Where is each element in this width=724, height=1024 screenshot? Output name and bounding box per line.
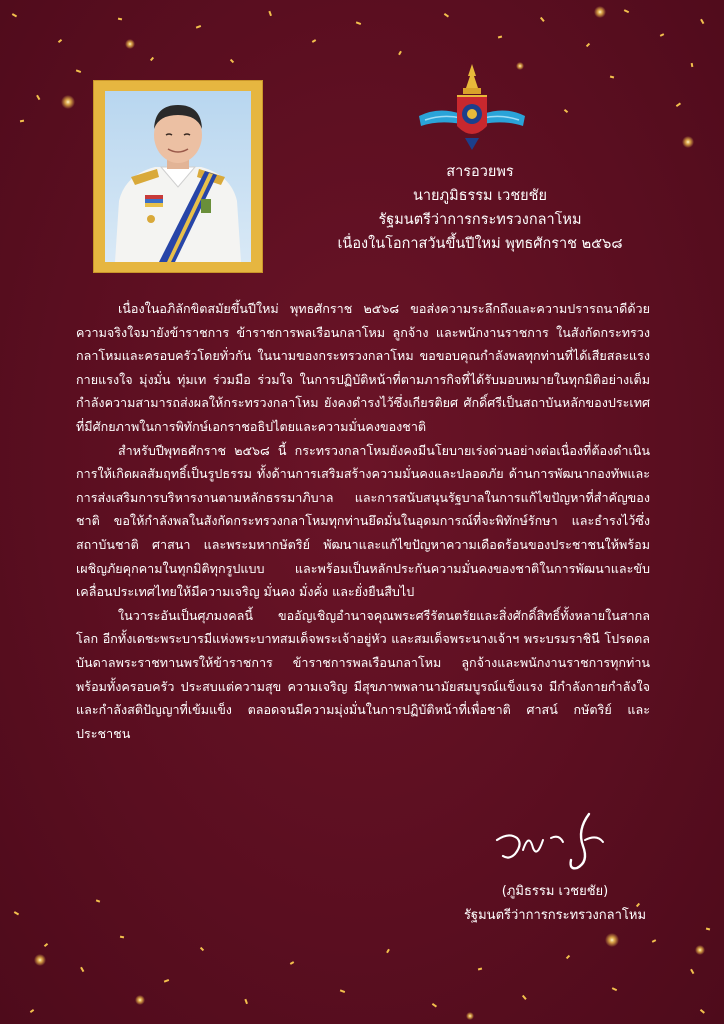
body-paragraph-1: เนื่องในอภิลักขิตสมัยขึ้นปีใหม่ พุทธศักราช ๒๕๖๘ ขอส่งความระลึกถึงและความปรารถนาดีด้วยความจริงใจมายังข้าราชการ ข้าราชการพลเรือนกลาโหม ลูกจ้าง และพนักงานราชการ ในสังกัดกระทรวงกลาโหมและครอบครัวโดยทั่วกัน ในนามของกระทรวงกลาโหม ขอขอบคุณกำลังพลทุกท่านที่ได้เสียสละแรงกายแรงใจ มุ่งมั่น ทุ่มเท ร่วมมือ ร่วมใจ ในการปฏิบัติหน้าที่ตามภารกิจที่ได้รับมอบหมายในทุกมิติอย่างเต็มกำลังความสามารถส่งผลให้กระทรวงกลาโหม ยังคงดำรงไว้ซึ่งเกียรติยศ ศักดิ์ศรีเป็นสถาบันหลักของประเทศที่มีศักยภาพในการพิทักษ์เอกราชอธิปไตยและความมั่นคงของชาติ [76, 301, 650, 434]
header-position: รัฐมนตรีว่าการกระทรวงกลาโหม [378, 212, 582, 228]
header-occasion: เนื่องในโอกาสวันขึ้นปีใหม่ พุทธศักราช ๒๕๖๘ [337, 236, 623, 252]
handwritten-signature-icon [493, 810, 613, 872]
greeting-header [290, 160, 670, 256]
signatory-name: (ภูมิธรรม เวชยชัย) [501, 884, 609, 899]
header-name: นายภูมิธรรม เวชยชัย [412, 188, 548, 204]
body-paragraph-3: ในวาระอันเป็นศุภมงคลนี้ ขออัญเชิญอำนาจคุณพระศรีรัตนตรัยและสิ่งศักดิ์สิทธิ์ทั้งหลายในสากลโลก อีกทั้งเดชะพระบารมีแห่งพระบาทสมเด็จพระเจ้าอยู่หัว และสมเด็จพระนางเจ้าฯ พระบรมราชินี โปรดดลบันดาลพระราชทานพรให้ข้าราชการ ข้าราชการพลเรือนกลาโหม ลูกจ้างและพนักงานราชการทุกท่าน พร้อมทั้งครอบครัว ประสบแต่ความสุข ความเจริญ มีสุขภาพพลานามัยสมบูรณ์แข็งแรง มีกำลังกายกำลังใจ และกำลังสติปัญญาที่เข้มแข็ง ตลอดจนมีความมุ่งมั่นในการปฏิบัติหน้าที่เพื่อชาติ ศาสน์ กษัตริย์ และประชาชน [76, 607, 650, 741]
signatory-block [440, 880, 670, 928]
body-paragraph-2: สำหรับปีพุทธศักราช ๒๕๖๘ นี้ กระทรวงกลาโหมยังคงมีนโยบายเร่งด่วนอย่างต่อเนื่องที่ต้องดำเนินการให้เกิดผลสัมฤทธิ์เป็นรูปธรรม ทั้งด้านการเสริมสร้างความมั่นคงและปลอดภัย ด้านการพัฒนากองทัพและการส่งเสริมการบริหารงานตามหลักธรรมาภิบาล และการสนับสนุนรัฐบาลในการแก้ไขปัญหาที่สำคัญของชาติ ขอให้กำลังพลในสังกัดกระทรวงกลาโหมทุกท่านยึดมั่นในอุดมการณ์ที่จะพิทักษ์รักษา และธำรงไว้ซึ่งสถาบันชาติ ศาสนา และพระมหากษัตริย์ พัฒนาและแก้ไขปัญหาความเดือดร้อนของประชาชนให้พร้อมเผชิญภัยคุกคามในทุกมิติทุกรูปแบบ และพร้อมเป็นหลักประกันความมั่นคงของชาติในการพัฒนาและขับเคลื่อนประเทศไทยให้มีความเจริญ มั่นคง มั่งคั่ง และยั่งยืนสืบไป [76, 442, 650, 600]
signatory-title: รัฐมนตรีว่าการกระทรวงกลาโหม [463, 908, 647, 923]
minister-portrait-icon [105, 91, 251, 262]
ministry-emblem-icon [417, 62, 527, 154]
portrait-frame [93, 80, 263, 273]
greeting-body [76, 297, 650, 745]
header-title: สารอวยพร [446, 164, 514, 180]
